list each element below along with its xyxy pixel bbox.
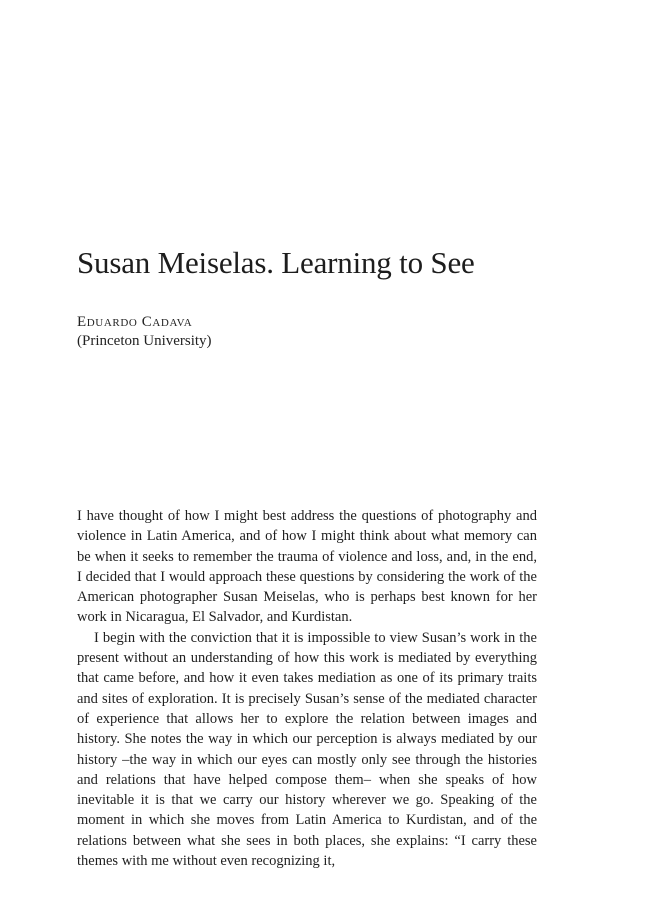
author-block [77, 313, 377, 351]
body-paragraph-1: I have thought of how I might best address the questions of photography and violence in Latin America, and of how I might think about what memory can be when it seeks to remember the trauma of violence and loss, and, in the end, I decided that I would approach these questions by considering the work of the American photographer Susan Meiselas, who is perhaps best known for her work in Nicaragua, El Salvador, and Kurdistan. [77, 508, 537, 626]
article-body [77, 506, 537, 871]
author-affiliation: (Princeton University) [77, 333, 212, 349]
body-paragraph-2: I begin with the conviction that it is impossible to view Susan’s work in the present without an understanding of how this work is mediated by everything that came before, and how it even takes mediation as one of its primary traits and sites of exploration. It is precisely Susan’s sense of the mediated character of experience that allows her to explore the relation between images and history. She notes the way in which our perception is always mediated by our history –the way in which our eyes can mostly only see through the histories and relations that have helped compose them– when she speaks of how inevitable it is that we carry our history wherever we go. Speaking of the moment in which she moves from Latin America to Kurdistan, and of the relations between what she sees in both places, she explains: “I carry these themes with me without even recognizing it, [77, 629, 537, 870]
author-name: Eduardo Cadava [77, 314, 193, 330]
article-title: Susan Meiselas. Learning to See [77, 245, 475, 280]
